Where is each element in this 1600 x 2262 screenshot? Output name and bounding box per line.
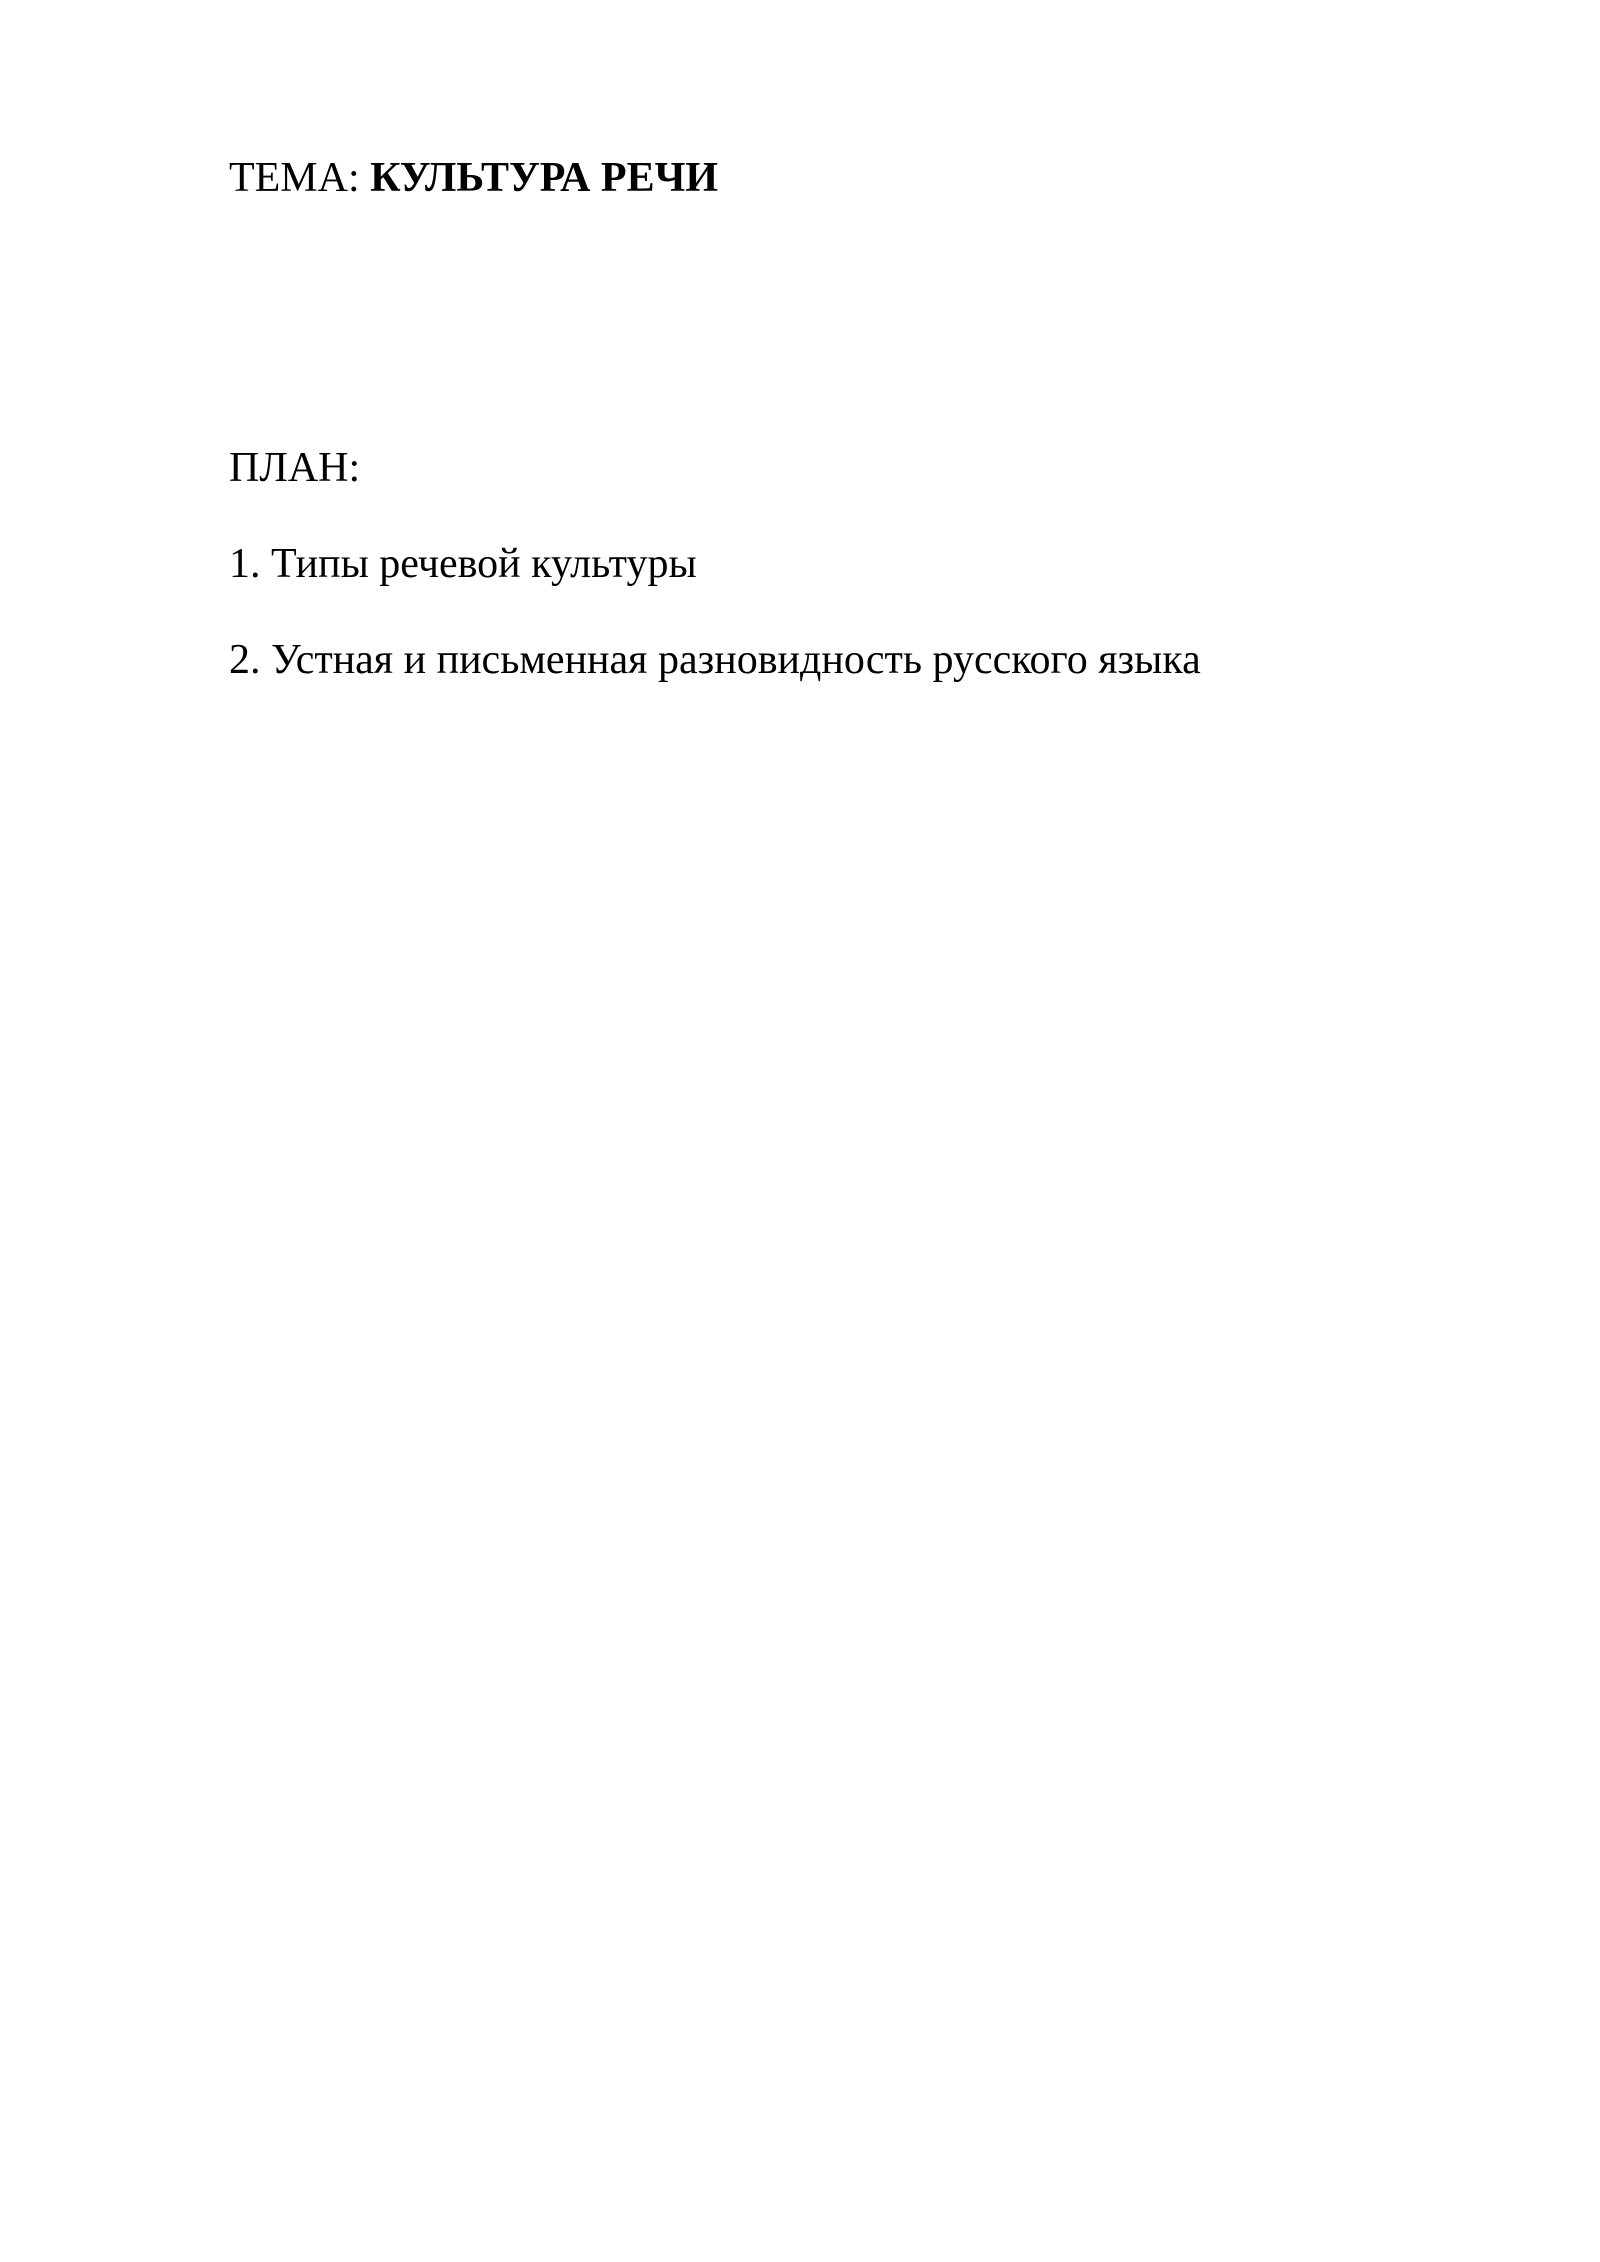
topic-label: ТЕМА:: [229, 155, 360, 201]
plan-item-text: Типы речевой культуры: [271, 541, 697, 587]
plan-heading: ПЛАН:: [229, 445, 361, 491]
plan-item-text: Устная и письменная разновидность русского языка: [271, 637, 1201, 683]
plan-item-number: 2.: [229, 637, 261, 683]
topic-title: КУЛЬТУРА РЕЧИ: [370, 155, 719, 201]
topic-line: [229, 154, 718, 202]
plan-item: [229, 540, 697, 588]
plan-item: [229, 636, 1201, 684]
plan-item-number: 1.: [229, 541, 261, 587]
